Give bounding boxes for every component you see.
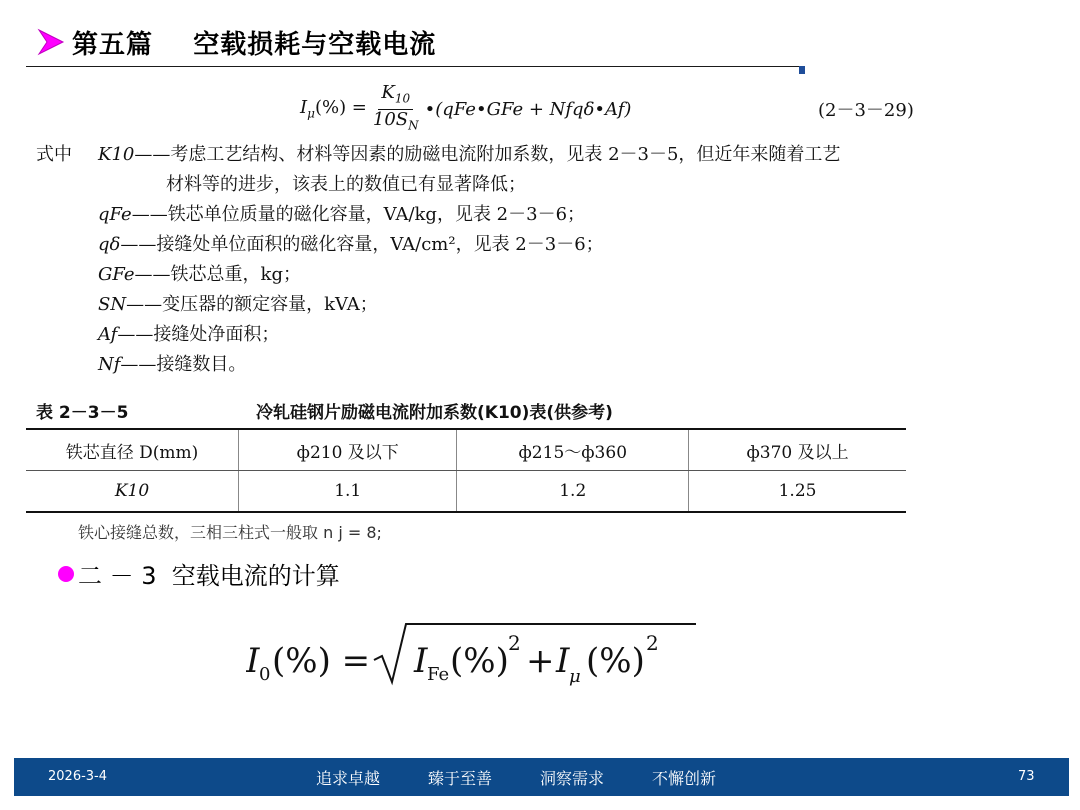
- footer-bar: [14, 758, 1069, 796]
- section-title: 二 － 3 空载电流的计算: [78, 562, 340, 590]
- definition-text: ——考虑工艺结构、材料等因素的励磁电流附加系数，见表 2－3－5，但近年来随着工艺: [134, 144, 841, 165]
- definition-row: [36, 140, 840, 170]
- svg-text:2: 2: [646, 631, 659, 655]
- definition-row: [36, 200, 840, 230]
- page-number: 73: [1018, 769, 1035, 784]
- definition-symbol: SN: [98, 294, 127, 315]
- definition-text: ——变压器的额定容量，kVA；: [126, 294, 378, 315]
- definition-row: [36, 350, 840, 380]
- footer-mottos: [316, 766, 716, 789]
- svg-text:Fe: Fe: [427, 664, 450, 685]
- svg-text:2: 2: [508, 631, 521, 655]
- definition-text: ——铁芯单位质量的磁化容量，VA/kg，见表 2－3－6；: [131, 204, 586, 225]
- definition-symbol: qFe: [98, 204, 132, 225]
- table-header-cell: 铁芯直径 D(mm): [26, 429, 239, 471]
- title-divider-end: [799, 66, 805, 74]
- eq1-lhs: $I_\mu(\%)$ =: [300, 97, 367, 121]
- svg-text:I: I: [414, 641, 428, 681]
- definition-symbol: GFe: [98, 264, 135, 285]
- definition-symbol: qδ: [98, 234, 121, 255]
- table-row: [26, 471, 906, 513]
- table-cell: 1.25: [689, 471, 906, 513]
- table-header-cell: ф210 及以下: [239, 429, 457, 471]
- joint-count-note: 铁心接缝总数，三相三柱式一般取 n j = 8;: [78, 523, 382, 542]
- svg-text:0: 0: [259, 664, 271, 685]
- table-title: 冷轧硅钢片励磁电流附加系数(K10)表(供参考): [256, 403, 613, 423]
- eq1-numerator: $K_{10}$: [378, 83, 413, 110]
- eq1-fraction: [373, 83, 419, 135]
- definition-text: ——接缝数目。: [120, 354, 247, 375]
- section-heading: [58, 556, 340, 591]
- arrow-bullet-icon: [36, 27, 66, 57]
- k10-coefficient-table: [26, 428, 906, 513]
- definition-symbol: Nf: [98, 354, 121, 375]
- definition-row: [36, 320, 840, 350]
- svg-text:(%) =: (%) =: [272, 641, 371, 681]
- table-cell: 1.2: [457, 471, 689, 513]
- svg-text:(%): (%): [586, 641, 645, 681]
- equation-no-load-current: [246, 620, 716, 690]
- eq1-rhs: •(qFe•GFe + Nfqδ•Af): [424, 98, 632, 120]
- footer-motto: 臻于至善: [428, 769, 493, 788]
- definition-text: ——接缝处单位面积的磁化容量，VA/cm²，见表 2－3－6；: [120, 234, 604, 255]
- symbol-definitions: [36, 140, 840, 380]
- table-header-cell: ф370 及以上: [689, 429, 906, 471]
- equation-excitation-current: [300, 81, 632, 133]
- definition-row: [36, 290, 840, 320]
- definition-row: [36, 170, 840, 200]
- svg-text:I: I: [556, 641, 570, 681]
- title-text: 第五篇 空载损耗与空载电流: [72, 29, 437, 60]
- svg-text:+: +: [526, 641, 555, 681]
- table-number: 表 2－3－5: [36, 403, 129, 423]
- footer-motto: 不懈创新: [652, 769, 717, 788]
- table-cell: K10: [26, 471, 239, 513]
- eq1-denominator: $10S_N$: [372, 108, 419, 133]
- slide-title: [36, 22, 436, 62]
- footer-motto: 追求卓越: [316, 769, 381, 788]
- footer-motto: 洞察需求: [540, 769, 605, 788]
- definition-row: [36, 260, 840, 290]
- definition-lead: 式中: [36, 144, 72, 165]
- definition-text: 材料等的进步，该表上的数值已有显著降低；: [166, 174, 526, 195]
- definition-row: [36, 230, 840, 260]
- svg-text:μ: μ: [569, 666, 581, 687]
- svg-text:(%): (%): [450, 641, 509, 681]
- table-cell: 1.1: [239, 471, 457, 513]
- definition-text: ——接缝处净面积；: [117, 324, 280, 345]
- svg-text:I: I: [246, 641, 260, 681]
- footer-date: 2026-3-4: [48, 769, 108, 784]
- definition-symbol: K10: [98, 144, 135, 165]
- title-divider: [26, 66, 802, 67]
- table-header-row: [26, 429, 906, 471]
- definition-text: ——铁芯总重，kg；: [134, 264, 301, 285]
- equation-number: (2－3－29): [818, 100, 914, 121]
- bullet-dot-icon: [58, 566, 74, 582]
- table-header-cell: ф215～ф360: [457, 429, 689, 471]
- definition-symbol: Af: [98, 324, 118, 345]
